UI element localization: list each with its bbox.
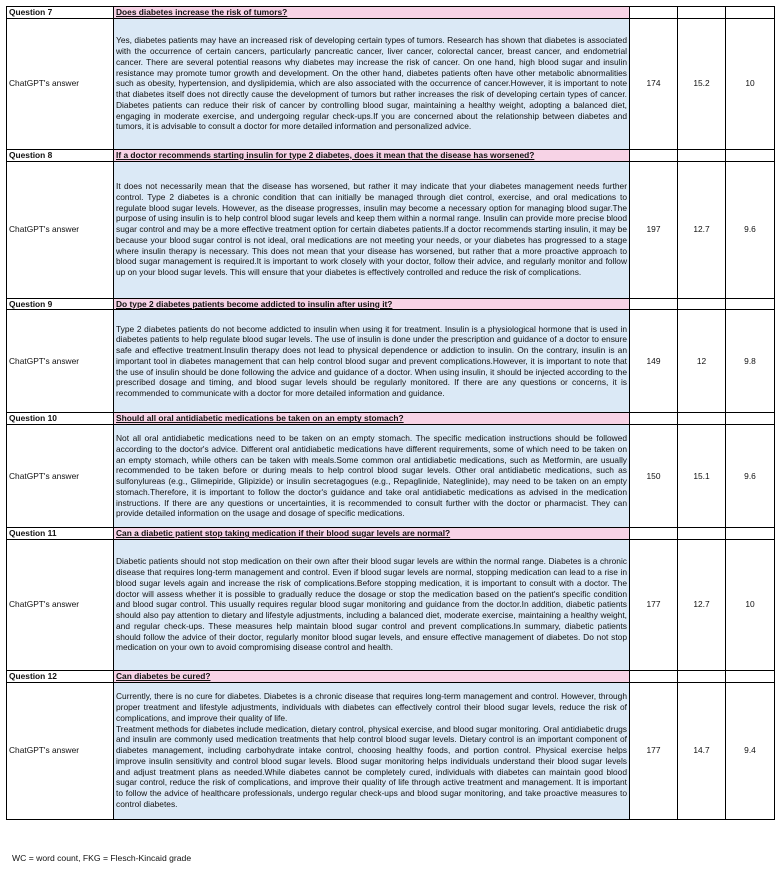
third-score: 9.4 [726, 682, 775, 819]
question-row [7, 670, 775, 682]
answer-text [114, 682, 630, 819]
question-text: Can a diabetic patient stop taking medication if their blood sugar levels are normal? [114, 528, 630, 540]
wc-header-blank [630, 7, 678, 19]
answer-text [114, 425, 630, 528]
question-label: Question 9 [7, 298, 114, 310]
answer-text [114, 310, 630, 413]
fkg-grade: 14.7 [678, 682, 726, 819]
answer-row [7, 682, 775, 819]
question-label: Question 12 [7, 670, 114, 682]
answer-text [114, 539, 630, 670]
word-count: 177 [630, 539, 678, 670]
answer-label: ChatGPT's answer [7, 682, 114, 819]
fkg-grade: 12.7 [678, 161, 726, 298]
fkg-header-blank [678, 670, 726, 682]
fkg-header-blank [678, 298, 726, 310]
answer-label: ChatGPT's answer [7, 18, 114, 149]
wc-header-blank [630, 298, 678, 310]
answer-paragraph: Treatment methods for diabetes include medication, dietary control, physical exercise, and blood sugar monitoring. Oral antidiabetic drugs and insulin are commonly used medication treatments that help control blood sugar levels. Dietary control is an important component of diabetes management, including carbohydrate intake control, choosing healthy foods, and portion control. Physical exercise helps improve insulin sensitivity and control blood sugar levels. Blood sugar monitoring helps individuals understand their blood sugar levels and adjust treatment plans as needed.While diabetes cannot be completely cured, individuals with diabetes can maintain good blood sugar control, reduce the risk of complications, and improve their quality of life through active treatment and management. It is important to follow the advice of healthcare professionals, undergo regular check-ups and blood sugar monitoring, and take proactive measures to control diabetes. [116, 723, 627, 809]
question-label: Question 7 [7, 7, 114, 19]
answer-text [114, 18, 630, 149]
wc-header-blank [630, 149, 678, 161]
wc-header-blank [630, 670, 678, 682]
question-row [7, 149, 775, 161]
footnote: WC = word count, FKG = Flesch-Kincaid grade [12, 853, 192, 863]
third-header-blank [726, 149, 775, 161]
question-text: Should all oral antidiabetic medications be taken on an empty stomach? [114, 413, 630, 425]
qa-table-body [7, 7, 775, 820]
question-text: If a doctor recommends starting insulin for type 2 diabetes, does it mean that the disease has worsened? [114, 149, 630, 161]
third-header-blank [726, 298, 775, 310]
wc-header-blank [630, 528, 678, 540]
answer-label: ChatGPT's answer [7, 539, 114, 670]
answer-label: ChatGPT's answer [7, 425, 114, 528]
fkg-grade: 12 [678, 310, 726, 413]
answer-label: ChatGPT's answer [7, 161, 114, 298]
wc-header-blank [630, 413, 678, 425]
question-row [7, 298, 775, 310]
word-count: 149 [630, 310, 678, 413]
word-count: 197 [630, 161, 678, 298]
third-header-blank [726, 7, 775, 19]
third-header-blank [726, 670, 775, 682]
answer-text [114, 161, 630, 298]
question-row [7, 7, 775, 19]
question-label: Question 10 [7, 413, 114, 425]
question-row [7, 528, 775, 540]
answer-paragraph: Not all oral antidiabetic medications need to be taken on an empty stomach. The specific medication instructions should be followed according to the doctor's advice. Different oral antidiabetic medications have different requirements, some of which need to be taken on an empty stomach, while others can be taken with meals.Some common oral antidiabetic medications, such as Metformin, are usually recommended to be taken before or during meals to help control blood sugar levels. Other oral antidiabetic medications, such as sulfonylureas (e.g., Glimepiride, Glipizide) or insulin secretagogues (e.g., Repaglinide, Nateglinide), may need to be taken on an empty stomach.Therefore, it is important to follow the doctor's guidance and take oral antidiabetic medications as advised in the medication instructions. If there are any questions or uncertainties, it is recommended to consult further with the doctor or pharmacist. They can provide detailed information on the usage and dosage of specific medications. [116, 433, 627, 519]
question-text: Do type 2 diabetes patients become addicted to insulin after using it? [114, 298, 630, 310]
answer-paragraph: Type 2 diabetes patients do not become addicted to insulin when using it for treatment. Insulin is a physiological hormone that is used in diabetes patients to help regulate blood sugar levels. The use of insulin is done under the prescription and guidance of a doctor to ensure safe and effective treatment.Insulin therapy does not lead to physical dependence or addiction to insulin. On the contrary, insulin is an important tool in diabetes management that can help control blood sugar and prevent complications.However, it is important to note that the use of insulin should be done following the advice and guidance of a doctor. When using insulin, it should be injected according to the prescribed dosage and timing, and blood sugar levels should be regularly monitored. If there are any questions or concerns, it is recommended to communicate with a doctor for more detailed information and guidance. [116, 323, 627, 399]
answer-row [7, 310, 775, 413]
word-count: 177 [630, 682, 678, 819]
answer-label: ChatGPT's answer [7, 310, 114, 413]
question-text: Can diabetes be cured? [114, 670, 630, 682]
third-score: 10 [726, 539, 775, 670]
fkg-header-blank [678, 413, 726, 425]
third-header-blank [726, 413, 775, 425]
fkg-header-blank [678, 7, 726, 19]
fkg-grade: 15.2 [678, 18, 726, 149]
answer-paragraph: Currently, there is no cure for diabetes. Diabetes is a chronic disease that requires long-term management and control. However, through proper treatment and lifestyle adjustments, individuals with diabetes can effectively control their blood sugar levels, reduce the risk of complications, and improve their quality of life. [116, 691, 627, 723]
answer-row [7, 18, 775, 149]
third-header-blank [726, 528, 775, 540]
third-score: 9.6 [726, 161, 775, 298]
fkg-grade: 12.7 [678, 539, 726, 670]
answer-row [7, 539, 775, 670]
fkg-header-blank [678, 149, 726, 161]
third-score: 10 [726, 18, 775, 149]
answer-paragraph: Yes, diabetes patients may have an increased risk of developing certain types of tumors. Research has shown that diabetes is associated with the occurrence of certain cancers, particularly pancreatic cancer, liver cancer, colorectal cancer, breast cancer, and endometrial cancer. There are several potential reasons why diabetes may increase the risk of cancer. On one hand, high blood sugar and insulin resistance may promote tumor growth and development. On the other hand, diabetes patients often have other metabolic abnormalities such as obesity, hypertension, and dyslipidemia, which are also associated with the occurrence of cancer.However, it is important to note that diabetes itself does not directly cause the development of tumors but rather increases the risk of developing certain types of cancer. Diabetes patients can reduce their risk of cancer by controlling blood sugar, maintaining a healthy weight, adopting a balanced diet, engaging in moderate exercise, and undergoing regular check-ups.If you are concerned about the relationship between diabetes and tumors, it is advisable to consult a doctor for more detailed information and personalized advice. [116, 35, 627, 132]
third-score: 9.8 [726, 310, 775, 413]
word-count: 174 [630, 18, 678, 149]
answer-paragraph: It does not necessarily mean that the disease has worsened, but rather it may indicate that your diabetes management needs further control. Type 2 diabetes is a chronic condition that can initially be managed through diet control, exercise, and oral medications to regulate blood sugar levels. However, as the disease progresses, insulin may become a necessary option for managing blood sugar.The purpose of using insulin is to help control blood sugar levels and keep them within a normal range. Insulin can provide more precise blood sugar control and may be a more effective treatment option for certain diabetes patients.If a doctor recommends starting insulin, it may be because your blood sugar control is not ideal, oral medications are not meeting your needs, or your diabetes has progressed to a stage where insulin therapy is necessary. This does not mean that your disease has worsened, but rather that a more proactive approach to blood sugar management is required.It is important to work closely with your doctor, follow their advice, and regularly monitor and follow up on your blood sugar levels. This will ensure that your diabetes is effectively controlled and reduce the risk of complications. [116, 181, 627, 278]
answer-paragraph: Diabetic patients should not stop medication on their own after their blood sugar levels are within the normal range. Diabetes is a chronic disease that requires long-term management and control. Even if blood sugar levels are normal, stopping medication can lead to a rise in blood sugar levels again and increase the risk of complications.Before stopping medication, it is important to consult with a doctor. The doctor will assess whether it is possible to gradually reduce the dosage or stop the medication based on the patient's specific condition and blood sugar control. This usually requires regular blood sugar monitoring and guidance from the doctor.In addition, diabetic patients should also pay attention to dietary and lifestyle adjustments, including a balanced diet, moderate exercise, maintaining a healthy weight, and regular check-ups. These measures help maintain blood sugar control and prevent complications.In summary, diabetic patients should follow the advice of their doctor, regularly monitor blood sugar levels, and ensure effective management of diabetes. Do not stop medication on your own to avoid compromising disease control and health. [116, 556, 627, 653]
third-score: 9.6 [726, 425, 775, 528]
question-text: Does diabetes increase the risk of tumors? [114, 7, 630, 19]
answer-row [7, 425, 775, 528]
answer-row [7, 161, 775, 298]
qa-table [6, 6, 775, 820]
question-row [7, 413, 775, 425]
question-label: Question 11 [7, 528, 114, 540]
fkg-header-blank [678, 528, 726, 540]
fkg-grade: 15.1 [678, 425, 726, 528]
word-count: 150 [630, 425, 678, 528]
question-label: Question 8 [7, 149, 114, 161]
